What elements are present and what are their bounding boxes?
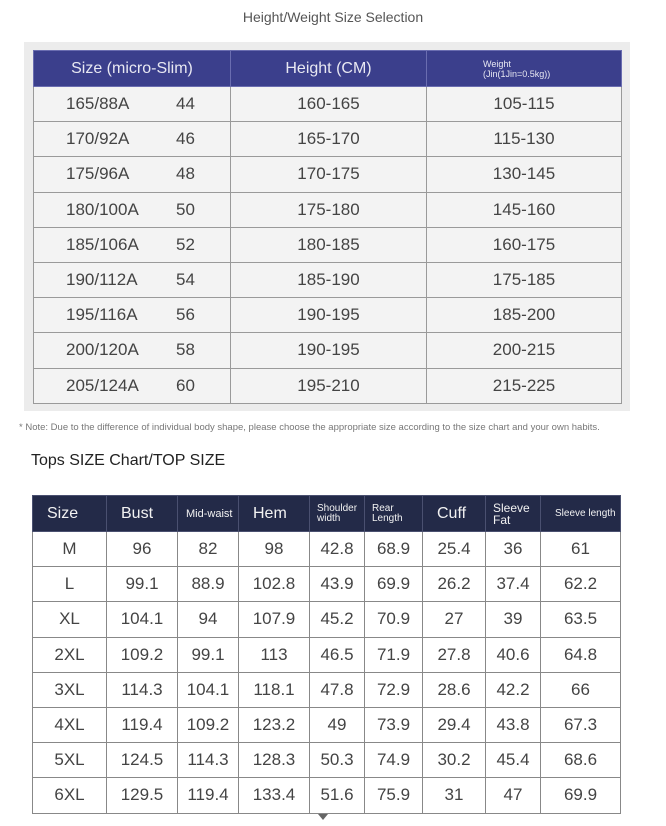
mid-waist-cell: 82 xyxy=(178,532,239,567)
size-cell xyxy=(34,227,231,262)
weight-cell: 115-130 xyxy=(427,122,622,157)
sleeve-fat-cell: 42.2 xyxy=(486,672,541,707)
cuff-cell: 25.4 xyxy=(423,532,486,567)
table-row xyxy=(34,262,622,297)
table-row xyxy=(33,567,621,602)
tops-size-table xyxy=(32,495,621,814)
shoulder-width-cell: 45.2 xyxy=(310,602,365,637)
tops-section-title: Tops SIZE Chart/TOP SIZE xyxy=(31,452,226,469)
sleeve-length-cell: 68.6 xyxy=(541,743,621,778)
weight-cell: 145-160 xyxy=(427,192,622,227)
size-cell xyxy=(34,262,231,297)
height-weight-table xyxy=(33,50,622,404)
bust-cell: 99.1 xyxy=(107,567,178,602)
size-cell xyxy=(34,368,231,403)
size-code: 46 xyxy=(176,129,195,149)
size-cell: M xyxy=(33,532,107,567)
size-cell: 2XL xyxy=(33,637,107,672)
weight-cell: 215-225 xyxy=(427,368,622,403)
weight-unit-note: (Jin(1Jin=0.5kg)) xyxy=(483,68,551,79)
table-header-row xyxy=(33,496,621,532)
column-header-cuff: Cuff xyxy=(423,496,486,532)
size-cell xyxy=(34,122,231,157)
hem-cell: 107.9 xyxy=(239,602,310,637)
table-row xyxy=(34,368,622,403)
height-cell: 195-210 xyxy=(231,368,427,403)
sleeve-fat-cell: 40.6 xyxy=(486,637,541,672)
shoulder-width-cell: 46.5 xyxy=(310,637,365,672)
mid-waist-cell: 119.4 xyxy=(178,778,239,813)
rear-length-cell: 73.9 xyxy=(365,707,423,742)
table-header-row xyxy=(34,51,622,87)
size-cell: XL xyxy=(33,602,107,637)
rear-length-cell: 72.9 xyxy=(365,672,423,707)
table-row xyxy=(34,298,622,333)
column-header-height: Height (CM) xyxy=(231,51,427,87)
sleeve-length-cell: 67.3 xyxy=(541,707,621,742)
size-cell: 3XL xyxy=(33,672,107,707)
cuff-cell: 26.2 xyxy=(423,567,486,602)
column-header-weight xyxy=(427,51,622,87)
size-cell xyxy=(34,87,231,122)
column-header-rear-length: Rear Length xyxy=(365,496,423,532)
column-header-sleeve-length: Sleeve length xyxy=(541,496,621,532)
size-label: 195/116A xyxy=(66,305,138,325)
page-title: Height/Weight Size Selection xyxy=(242,9,424,25)
size-label: 205/124A xyxy=(66,375,139,395)
size-label: 200/120A xyxy=(66,340,139,360)
size-label: 190/112A xyxy=(66,270,138,290)
mid-waist-cell: 114.3 xyxy=(178,743,239,778)
size-code: 56 xyxy=(176,305,195,325)
hem-cell: 98 xyxy=(239,532,310,567)
rear-length-cell: 71.9 xyxy=(365,637,423,672)
mid-waist-cell: 88.9 xyxy=(178,567,239,602)
sleeve-fat-cell: 43.8 xyxy=(486,707,541,742)
column-header-sleeve-fat: Sleeve Fat xyxy=(486,496,541,532)
column-header-size: Size xyxy=(33,496,107,532)
bust-cell: 109.2 xyxy=(107,637,178,672)
height-cell: 190-195 xyxy=(231,333,427,368)
bust-cell: 124.5 xyxy=(107,743,178,778)
bust-cell: 96 xyxy=(107,532,178,567)
size-label: 175/96A xyxy=(66,164,130,184)
weight-cell: 130-145 xyxy=(427,157,622,192)
size-code: 60 xyxy=(176,375,195,395)
size-note: * Note: Due to the difference of individual body shape, please choose the appropriate size according to the size chart and your own habits. xyxy=(19,422,600,433)
height-cell: 175-180 xyxy=(231,192,427,227)
column-header-hem: Hem xyxy=(239,496,310,532)
mid-waist-cell: 99.1 xyxy=(178,637,239,672)
shoulder-width-cell: 43.9 xyxy=(310,567,365,602)
table-row xyxy=(34,157,622,192)
cuff-cell: 30.2 xyxy=(423,743,486,778)
size-cell xyxy=(34,333,231,368)
table-row xyxy=(34,87,622,122)
hem-cell: 123.2 xyxy=(239,707,310,742)
height-cell: 170-175 xyxy=(231,157,427,192)
table-row xyxy=(34,122,622,157)
size-cell: L xyxy=(33,567,107,602)
height-cell: 185-190 xyxy=(231,262,427,297)
size-label: 170/92A xyxy=(66,129,130,149)
hem-cell: 102.8 xyxy=(239,567,310,602)
rear-length-cell: 70.9 xyxy=(365,602,423,637)
size-label: 165/88A xyxy=(66,94,130,114)
size-code: 48 xyxy=(176,164,195,184)
column-header-size: Size (micro-Slim) xyxy=(34,51,231,87)
column-header-shoulder-width: Shoulder width xyxy=(310,496,365,532)
table-row xyxy=(33,637,621,672)
mid-waist-cell: 104.1 xyxy=(178,672,239,707)
cuff-cell: 28.6 xyxy=(423,672,486,707)
bust-cell: 129.5 xyxy=(107,778,178,813)
mid-waist-cell: 94 xyxy=(178,602,239,637)
column-header-mid-waist: Mid-waist xyxy=(178,496,239,532)
rear-length-cell: 68.9 xyxy=(365,532,423,567)
size-code: 44 xyxy=(176,94,195,114)
shoulder-width-cell: 49 xyxy=(310,707,365,742)
table-row xyxy=(34,192,622,227)
bust-cell: 114.3 xyxy=(107,672,178,707)
weight-cell: 175-185 xyxy=(427,262,622,297)
sleeve-length-cell: 66 xyxy=(541,672,621,707)
sleeve-fat-cell: 36 xyxy=(486,532,541,567)
sleeve-length-cell: 61 xyxy=(541,532,621,567)
shoulder-width-cell: 47.8 xyxy=(310,672,365,707)
size-cell xyxy=(34,157,231,192)
table-row xyxy=(33,602,621,637)
table-row xyxy=(34,227,622,262)
cuff-cell: 29.4 xyxy=(423,707,486,742)
sleeve-fat-cell: 39 xyxy=(486,602,541,637)
hem-cell: 133.4 xyxy=(239,778,310,813)
table-row xyxy=(33,743,621,778)
chevron-down-icon[interactable] xyxy=(318,814,328,820)
rear-length-cell: 69.9 xyxy=(365,567,423,602)
shoulder-width-cell: 42.8 xyxy=(310,532,365,567)
weight-cell: 185-200 xyxy=(427,298,622,333)
size-cell: 4XL xyxy=(33,707,107,742)
weight-cell: 200-215 xyxy=(427,333,622,368)
table-row xyxy=(33,707,621,742)
size-cell xyxy=(34,192,231,227)
size-label: 185/106A xyxy=(66,234,139,254)
column-header-bust: Bust xyxy=(107,496,178,532)
size-label: 180/100A xyxy=(66,199,139,219)
hem-cell: 118.1 xyxy=(239,672,310,707)
height-cell: 160-165 xyxy=(231,87,427,122)
height-cell: 190-195 xyxy=(231,298,427,333)
sleeve-length-cell: 69.9 xyxy=(541,778,621,813)
cuff-cell: 31 xyxy=(423,778,486,813)
table-row xyxy=(33,672,621,707)
sleeve-length-cell: 62.2 xyxy=(541,567,621,602)
hem-cell: 113 xyxy=(239,637,310,672)
sleeve-fat-cell: 47 xyxy=(486,778,541,813)
size-cell: 5XL xyxy=(33,743,107,778)
sleeve-fat-cell: 37.4 xyxy=(486,567,541,602)
cuff-cell: 27.8 xyxy=(423,637,486,672)
weight-cell: 105-115 xyxy=(427,87,622,122)
size-code: 58 xyxy=(176,340,195,360)
size-code: 52 xyxy=(176,234,195,254)
table-row xyxy=(33,532,621,567)
size-cell xyxy=(34,298,231,333)
mid-waist-cell: 109.2 xyxy=(178,707,239,742)
sleeve-length-cell: 63.5 xyxy=(541,602,621,637)
shoulder-width-cell: 50.3 xyxy=(310,743,365,778)
table-row xyxy=(34,333,622,368)
bust-cell: 119.4 xyxy=(107,707,178,742)
weight-cell: 160-175 xyxy=(427,227,622,262)
height-cell: 165-170 xyxy=(231,122,427,157)
size-code: 54 xyxy=(176,270,195,290)
height-cell: 180-185 xyxy=(231,227,427,262)
sleeve-length-cell: 64.8 xyxy=(541,637,621,672)
cuff-cell: 27 xyxy=(423,602,486,637)
size-code: 50 xyxy=(176,199,195,219)
weight-label: Weight xyxy=(483,58,511,69)
size-cell: 6XL xyxy=(33,778,107,813)
rear-length-cell: 75.9 xyxy=(365,778,423,813)
bust-cell: 104.1 xyxy=(107,602,178,637)
sleeve-fat-cell: 45.4 xyxy=(486,743,541,778)
rear-length-cell: 74.9 xyxy=(365,743,423,778)
hem-cell: 128.3 xyxy=(239,743,310,778)
table-row xyxy=(33,778,621,813)
shoulder-width-cell: 51.6 xyxy=(310,778,365,813)
